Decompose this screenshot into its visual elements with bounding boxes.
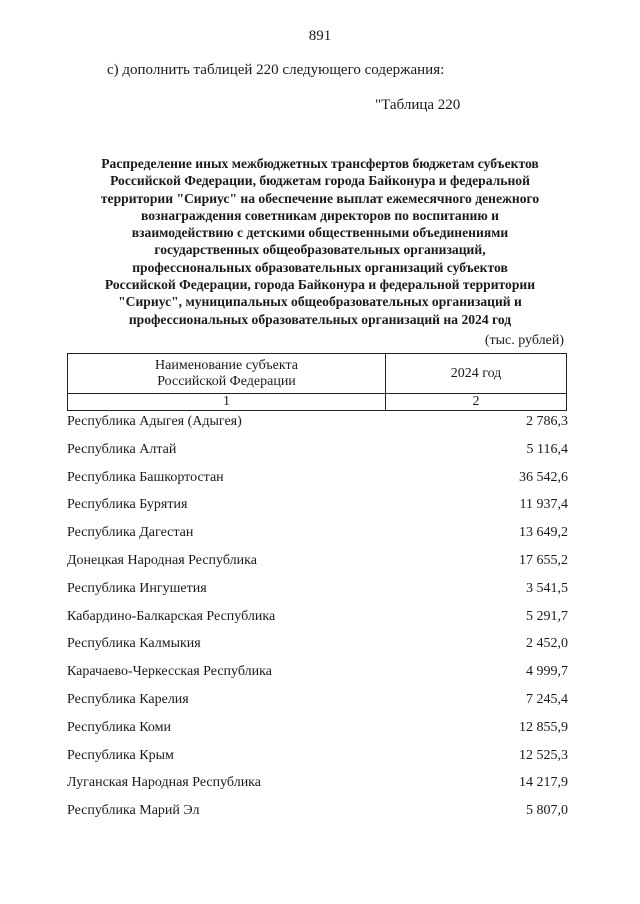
header-region-line: Российской Федерации bbox=[157, 373, 296, 389]
header-row bbox=[68, 354, 567, 394]
region-name: Республика Ингушетия bbox=[67, 580, 207, 596]
page-number: 891 bbox=[308, 28, 332, 44]
region-value: 5 116,4 bbox=[526, 441, 568, 457]
region-name: Республика Дагестан bbox=[67, 525, 194, 541]
intro-text: с) дополнить таблицей 220 следующего содержания: bbox=[107, 62, 445, 78]
region-value: 5 807,0 bbox=[526, 803, 568, 819]
header-number-2: 2 bbox=[386, 394, 567, 411]
region-value: 13 649,2 bbox=[519, 525, 568, 541]
region-name: Карачаево-Черкесская Республика bbox=[67, 664, 272, 680]
region-value: 7 245,4 bbox=[526, 691, 568, 707]
region-name: Республика Марий Эл bbox=[67, 803, 200, 819]
title-line: профессиональных образовательных организаций на 2024 год bbox=[128, 311, 512, 327]
title-line: Российской Федерации, города Байконура и федеральной территории bbox=[104, 277, 536, 293]
table-row bbox=[67, 769, 568, 797]
header-region-line: Наименование субъекта bbox=[155, 357, 298, 373]
region-value: 12 525,3 bbox=[519, 747, 568, 763]
title-line: территории "Сириус" на обеспечение выплат ежемесячного денежного bbox=[100, 190, 540, 206]
region-name: Республика Коми bbox=[67, 719, 171, 735]
region-value: 14 217,9 bbox=[519, 775, 568, 791]
table-row bbox=[67, 464, 568, 492]
table-row bbox=[67, 742, 568, 770]
region-value: 12 855,9 bbox=[519, 719, 568, 735]
region-value: 5 291,7 bbox=[526, 608, 568, 624]
table-row bbox=[67, 630, 568, 658]
header-number-1: 1 bbox=[68, 394, 386, 411]
title-line: профессиональных образовательных организаций субъектов bbox=[132, 259, 508, 275]
region-name: Республика Башкортостан bbox=[67, 469, 224, 485]
table-row bbox=[67, 686, 568, 714]
table-body bbox=[67, 408, 568, 825]
table-row bbox=[67, 519, 568, 547]
table-header bbox=[67, 353, 567, 411]
region-name: Республика Крым bbox=[67, 747, 174, 763]
title-line: вознаграждения советникам директоров по воспитанию и bbox=[140, 207, 500, 223]
region-name: Республика Калмыкия bbox=[67, 636, 201, 652]
region-value: 4 999,7 bbox=[526, 664, 568, 680]
table-row bbox=[67, 491, 568, 519]
region-name: Кабардино-Балкарская Республика bbox=[67, 608, 276, 624]
table-row bbox=[67, 714, 568, 742]
title-line: Российской Федерации, бюджетам города Байконура и федеральной bbox=[110, 173, 530, 189]
region-name: Луганская Народная Республика bbox=[67, 775, 261, 791]
region-value: 3 541,5 bbox=[526, 580, 568, 596]
table-row bbox=[67, 436, 568, 464]
table-label: "Таблица 220 bbox=[375, 97, 461, 113]
header-cell-region bbox=[68, 354, 386, 394]
table-row bbox=[67, 658, 568, 686]
region-name: Донецкая Народная Республика bbox=[67, 552, 257, 568]
units-label: (тыс. рублей) bbox=[484, 333, 564, 348]
region-value: 17 655,2 bbox=[519, 552, 568, 568]
region-name: Республика Карелия bbox=[67, 691, 189, 707]
table-row bbox=[67, 797, 568, 825]
title-line: Распределение иных межбюджетных трансфертов бюджетам субъектов bbox=[101, 156, 539, 171]
region-name: Республика Бурятия bbox=[67, 497, 188, 513]
region-value: 11 937,4 bbox=[519, 497, 568, 513]
region-value: 2 786,3 bbox=[526, 414, 568, 429]
table-row bbox=[67, 408, 568, 436]
document-title bbox=[60, 155, 580, 328]
table-row bbox=[67, 575, 568, 603]
region-value: 36 542,6 bbox=[519, 469, 568, 485]
region-name: Республика Адыгея (Адыгея) bbox=[67, 414, 242, 429]
title-line: "Сириус", муниципальных общеобразовательных организаций и bbox=[118, 294, 522, 310]
title-line: взаимодействию с детскими общественными объединениями bbox=[131, 225, 509, 241]
region-value: 2 452,0 bbox=[526, 636, 568, 652]
title-line: государственных общеобразовательных организаций, bbox=[154, 242, 486, 258]
header-cell-year: 2024 год bbox=[386, 354, 567, 394]
region-name: Республика Алтай bbox=[67, 441, 177, 457]
table-row bbox=[67, 603, 568, 631]
table-row bbox=[67, 547, 568, 575]
